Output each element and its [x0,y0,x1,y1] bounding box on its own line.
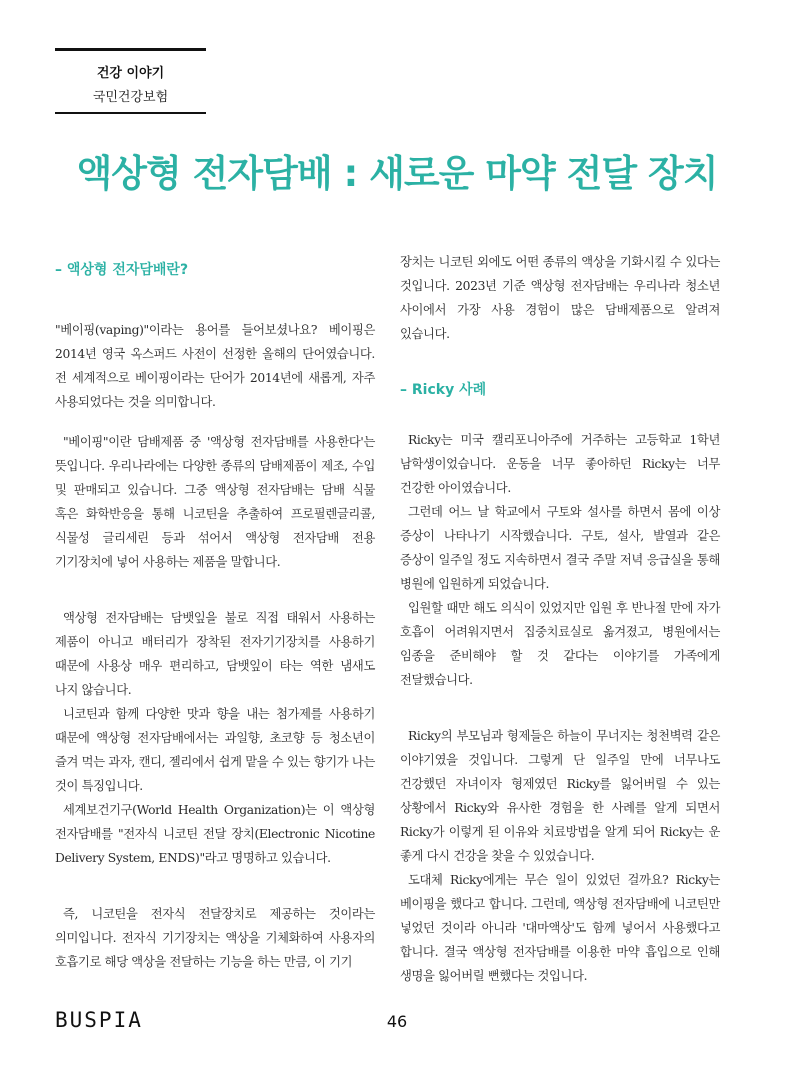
category-box [55,48,206,114]
buspia-logo: BUSPIA [55,1008,143,1032]
section-heading-vaping: – 액상형 전자담배란? [55,262,189,278]
paragraph: 입원할 때만 해도 의식이 있었지만 입원 후 반나절 만에 자가 호흡이 어려워지면서 집중치료실로 옮겨졌고, 병원에서는 임종을 준비해야 할 것 같다는 이야기를 가족에게 전달했습니다. [400,601,720,687]
organization-label: 국민건강보험 [92,90,169,105]
category-label: 건강 이야기 [96,66,165,81]
paragraph: 즉, 니코틴을 전자식 전달장치로 제공하는 것이라는 의미입니다. 전자식 기기장치는 액상을 기체화하여 사용자의 호흡기로 해당 액상을 전달하는 기능을 하는 만큼, 이 기기 [55,907,375,969]
right-column [400,250,720,988]
section-heading-ricky: – Ricky 사례 [400,382,487,398]
paragraph: Ricky의 부모님과 형제들은 하늘이 무너지는 청천벽력 같은 이야기였을 것입니다. 그렇게 단 일주일 만에 너무나도 건강했던 자녀이자 형제였던 Ricky를 잃어버릴 수 있는 상황에서 Ricky와 유사한 경험을 한 사례를 알게 되면서 Ricky가 이렇게 된 이유와 치료방법을 알게 되어 Ricky는 운 좋게 다시 건강을 찾을 수 있었습니다. [400,729,720,863]
paragraph: 장치는 니코틴 외에도 어떤 종류의 액상을 기화시킬 수 있다는 것입니다. 2023년 기준 액상형 전자담배는 우리나라 청소년 사이에서 가장 사용 경험이 많은 담배제품으로 알려져 있습니다. [400,255,720,341]
paragraph: 니코틴과 함께 다양한 맛과 향을 내는 첨가제를 사용하기 때문에 액상형 전자담배에서는 과일향, 초코향 등 청소년이 즐겨 먹는 과자, 캔디, 젤리에서 쉽게 맡을 수 있는 향기가 나는 것이 특징입니다. [55,707,375,793]
paragraph: 도대체 Ricky에게는 무슨 일이 있었던 걸까요? Ricky는 베이핑을 했다고 합니다. 그런데, 액상형 전자담배에 니코틴만 넣었던 것이라 아니라 '대마액상'도 함께 넣어서 사용했다고 합니다. 결국 액상형 전자담배를 이용한 마약 흡입으로 인해 생명을 잃어버릴 뻔했다는 것입니다. [400,873,720,983]
paragraph: "베이핑"이란 담배제품 중 '액상형 전자담배를 사용한다'는 뜻입니다. 우리나라에는 다양한 종류의 담배제품이 제조, 수입 및 판매되고 있습니다. 그중 액상형 전자담배는 담배 식물 혹은 화학반응을 통해 니코틴을 추출하여 프로필렌글리콜, 식물성 글리세린 등과 섞어서 액상형 전자담배 전용 기기장치에 넣어 사용하는 제품을 말합니다. [55,435,375,569]
paragraph: 액상형 전자담배는 담뱃잎을 불로 직접 태워서 사용하는 제품이 아니고 배터리가 장착된 전자기기장치를 사용하기 때문에 사용상 매우 편리하고, 담뱃잎이 타는 역한 냄새도 나지 않습니다. [55,611,375,697]
paragraph: Ricky는 미국 캘리포니아주에 거주하는 고등학교 1학년 남학생이었습니다. 운동을 너무 좋아하던 Ricky는 너무 건강한 아이였습니다. [400,433,720,495]
page-number: 46 [386,1012,408,1031]
page-title: 액상형 전자담배 : 새로운 마약 전달 장치 [76,152,718,195]
paragraph: 세계보건기구(World Health Organization)는 이 액상형 전자담배를 "전자식 니코틴 전달 장치(Electronic Nicotine Delivery System, ENDS)"라고 명명하고 있습니다. [55,803,375,865]
paragraph: 그런데 어느 날 학교에서 구토와 설사를 하면서 몸에 이상 증상이 나타나기 시작했습니다. 구토, 설사, 발열과 같은 증상이 일주일 정도 지속하면서 결국 주말 저녁 응급실을 통해 병원에 입원하게 되었습니다. [400,505,720,591]
paragraph: "베이핑(vaping)"이라는 용어를 들어보셨나요? 베이핑은 2014년 영국 옥스퍼드 사전이 선정한 올해의 단어였습니다. 전 세계적으로 베이핑이라는 단어가 2014년에 새롭게, 자주 사용되었다는 것을 의미합니다. [55,323,375,409]
left-column [55,258,375,974]
